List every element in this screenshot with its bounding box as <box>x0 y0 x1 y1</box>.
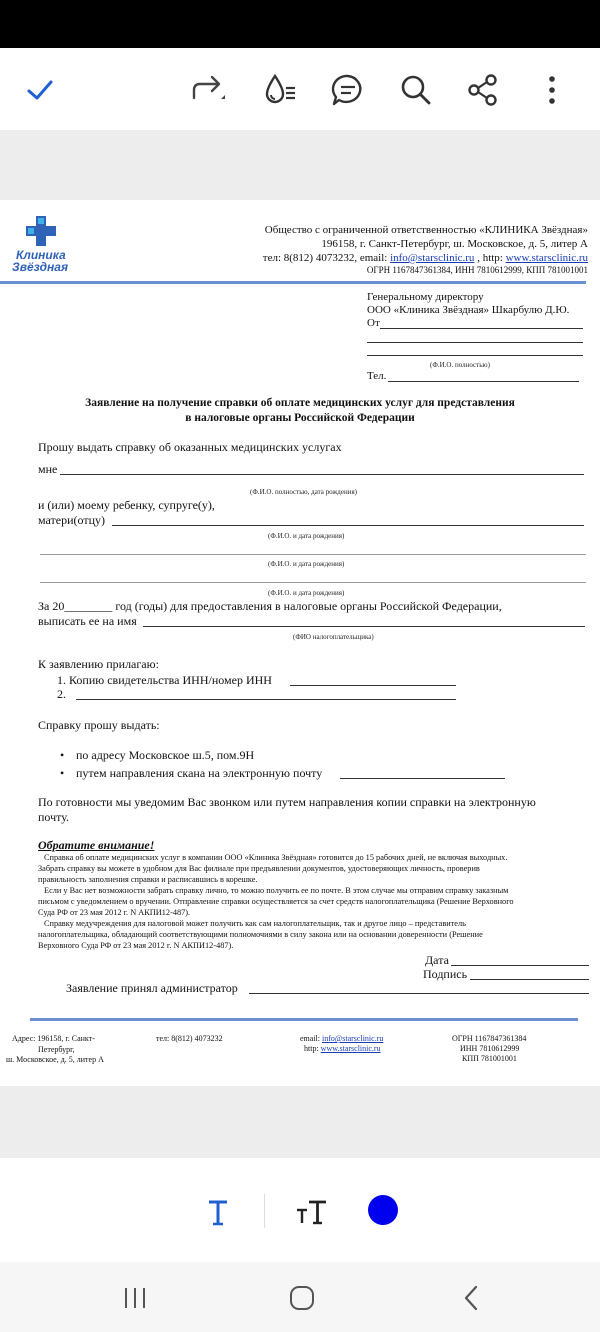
redo-icon[interactable] <box>186 68 230 112</box>
issue-option-email[interactable]: путем направления скана на электронную почту <box>76 766 323 780</box>
year-line1: За 20________ год (годы) для предоставления в налоговые органы Российской Федерации, <box>38 599 502 613</box>
relatives-line2: матери(отцу) <box>38 513 106 527</box>
me-field[interactable] <box>60 474 584 475</box>
home-icon[interactable] <box>288 1284 316 1312</box>
notify-line2: почту. <box>38 810 70 824</box>
relatives-hint-2: (Ф.И.О. и дата рождения) <box>268 560 345 568</box>
relatives-hint-1: (Ф.И.О. и дата рождения) <box>268 532 345 540</box>
addressee-line2: ООО «Клиника Звёздная» Шкарбулю Д.Ю. <box>367 304 570 316</box>
header-divider <box>0 281 586 284</box>
footer-addr3: ш. Московское, д. 5, литер А <box>6 1055 104 1064</box>
relatives-line1: и (или) моему ребенку, супруге(у), <box>38 498 215 512</box>
note-line-9: Верховного Суда РФ от 23 мая 2012 г. N АКПИ12-487). <box>38 941 234 950</box>
system-nav-bar <box>0 1262 600 1332</box>
attach-field-2[interactable] <box>76 699 456 700</box>
accepted-field[interactable] <box>249 993 589 994</box>
comment-icon[interactable] <box>326 68 370 112</box>
company-ogrn: ОГРН 1167847361384, ИНН 7810612999, КПП 781001001 <box>366 265 588 275</box>
check-icon[interactable] <box>18 68 62 112</box>
company-contacts: тел: 8(812) 4073232, email: info@starsclinic.ru , http: www.starsclinic.ru <box>262 252 588 264</box>
attach-item-2: 2. <box>57 687 66 701</box>
taxpayer-hint: (ФИО налогоплательщика) <box>293 633 374 641</box>
issue-label: Справку прошу выдать: <box>38 718 160 732</box>
text-size-icon[interactable] <box>290 1190 334 1234</box>
logo-line1: Клиника <box>16 248 66 262</box>
company-name: Общество с ограниченной ответственностью «КЛИНИКА Звёздная» <box>264 224 588 236</box>
note-line-2: Забрать справку вы можете в удобном для Вас филиале при предъявлении документов, удостоверяющих личность, проверив <box>38 864 480 873</box>
note-line-5: письмом с уведомлением о вручении. Отправление справки осуществляется за счет средств налогоплательщика (Решение Верховного <box>38 897 514 906</box>
canvas-margin-bottom <box>0 1086 600 1158</box>
bottom-toolbar <box>0 1158 600 1262</box>
clinic-logo <box>10 212 80 272</box>
tel-field[interactable] <box>388 381 579 382</box>
footer-site: http: www.starsclinic.ru <box>304 1044 381 1053</box>
sign-field[interactable] <box>470 979 589 980</box>
relatives-field[interactable] <box>112 525 584 526</box>
toolbar-divider <box>264 1194 265 1228</box>
note-line-4: Если у Вас нет возможности забрать справку лично, то можно получить ее по почте. В этом случае мы отправим справку заказным <box>44 886 509 895</box>
footer-tel: тел: 8(812) 4073232 <box>156 1034 223 1043</box>
note-line-6: Суда РФ от 23 мая 2012 г. N АКПИ12-487). <box>38 908 191 917</box>
request-text: Прошу выдать справку об оказанных медицинских услугах <box>38 440 342 454</box>
from-field-3[interactable] <box>367 355 583 356</box>
company-site-link[interactable]: www.starsclinic.ru <box>505 252 588 264</box>
accepted-label: Заявление принял администратор <box>66 981 238 995</box>
footer-email: email: info@starsclinic.ru <box>300 1034 384 1043</box>
form-title-line1: Заявление на получение справки об оплате медицинских услуг для представления <box>85 397 515 409</box>
canvas-margin-top <box>0 130 600 200</box>
form-title-line2: в налоговые органы Российской Федерации <box>185 412 415 424</box>
footer-inn: ИНН 7810612999 <box>460 1044 520 1053</box>
share-icon[interactable] <box>461 68 505 112</box>
date-field[interactable] <box>451 965 589 966</box>
from-field-2[interactable] <box>367 342 583 343</box>
footer-addr1: Адрес: 196158, г. Санкт- <box>12 1034 95 1043</box>
more-icon[interactable] <box>530 68 574 112</box>
bullet-dot-1: • <box>60 748 65 762</box>
tel-label: Тел. <box>367 370 387 382</box>
footer-addr2: Петербург, <box>38 1045 75 1054</box>
relative-field-3[interactable] <box>40 582 586 583</box>
document-page[interactable] <box>0 200 600 1086</box>
note-line-3: правильность заполнения справки и расписавшись в корешке. <box>38 875 258 884</box>
relatives-hint-3: (Ф.И.О. и дата рождения) <box>268 589 345 597</box>
attach-item-1: 1. Копию свидетельства ИНН/номер ИНН <box>57 673 272 687</box>
fio-hint: (Ф.И.О. полностью) <box>430 361 490 369</box>
email-field[interactable] <box>340 778 505 779</box>
note-line-7: Справку медучреждения для налоговой может получить как сам налогоплательщик, так и другое лицо – представитель <box>44 919 466 928</box>
footer-kpp: КПП 781001001 <box>462 1054 517 1063</box>
ink-icon[interactable] <box>259 68 303 112</box>
recent-apps-icon[interactable] <box>120 1284 150 1312</box>
issue-option-address[interactable]: по адресу Московское ш.5, пом.9Н <box>76 748 255 762</box>
back-icon[interactable] <box>460 1284 484 1312</box>
company-email-link[interactable]: info@starsclinic.ru <box>390 252 475 264</box>
note-line-1: Справка об оплате медицинских услуг в компании ООО «Клиника Звёздная» готовится до 15 рабочих дней, не включая выходных. <box>44 853 508 862</box>
date-label: Дата <box>425 953 449 967</box>
text-style-icon[interactable] <box>196 1190 240 1234</box>
search-icon[interactable] <box>394 68 438 112</box>
notify-line1: По готовности мы уведомим Вас звонком или путем направления копии справки на электронную <box>38 795 536 809</box>
top-toolbar <box>0 48 600 130</box>
from-field[interactable] <box>380 328 583 329</box>
footer-divider <box>30 1018 578 1021</box>
from-label: От <box>367 317 380 329</box>
me-hint: (Ф.И.О. полностью, дата рождения) <box>250 488 357 496</box>
me-label: мне <box>38 462 58 476</box>
year-line2: выписать ее на имя <box>38 614 137 628</box>
footer-ogrn: ОГРН 1167847361384 <box>452 1034 527 1043</box>
attention-title: Обратите внимание! <box>38 838 155 852</box>
inn-field[interactable] <box>290 685 456 686</box>
footer-site-link[interactable]: www.starsclinic.ru <box>320 1044 381 1053</box>
company-address: 196158, г. Санкт-Петербург, ш. Московское, д. 5, литер А <box>321 238 588 250</box>
taxpayer-field[interactable] <box>143 626 585 627</box>
logo-line2: Звёздная <box>12 260 69 274</box>
addressee-line1: Генеральному директору <box>367 291 484 303</box>
color-dot-icon[interactable] <box>368 1195 398 1225</box>
relative-field-2[interactable] <box>40 554 586 555</box>
note-line-8: налогоплательщика, обладающий соответствующими полномочиями в силу закона или на основании доверенности (Решение <box>38 930 483 939</box>
bullet-dot-2: • <box>60 766 65 780</box>
attach-label: К заявлению прилагаю: <box>38 657 159 671</box>
status-bar <box>0 0 600 48</box>
footer-email-link[interactable]: info@starsclinic.ru <box>322 1034 384 1043</box>
sign-label: Подпись <box>423 967 468 981</box>
clinic-cross-icon <box>10 212 80 248</box>
